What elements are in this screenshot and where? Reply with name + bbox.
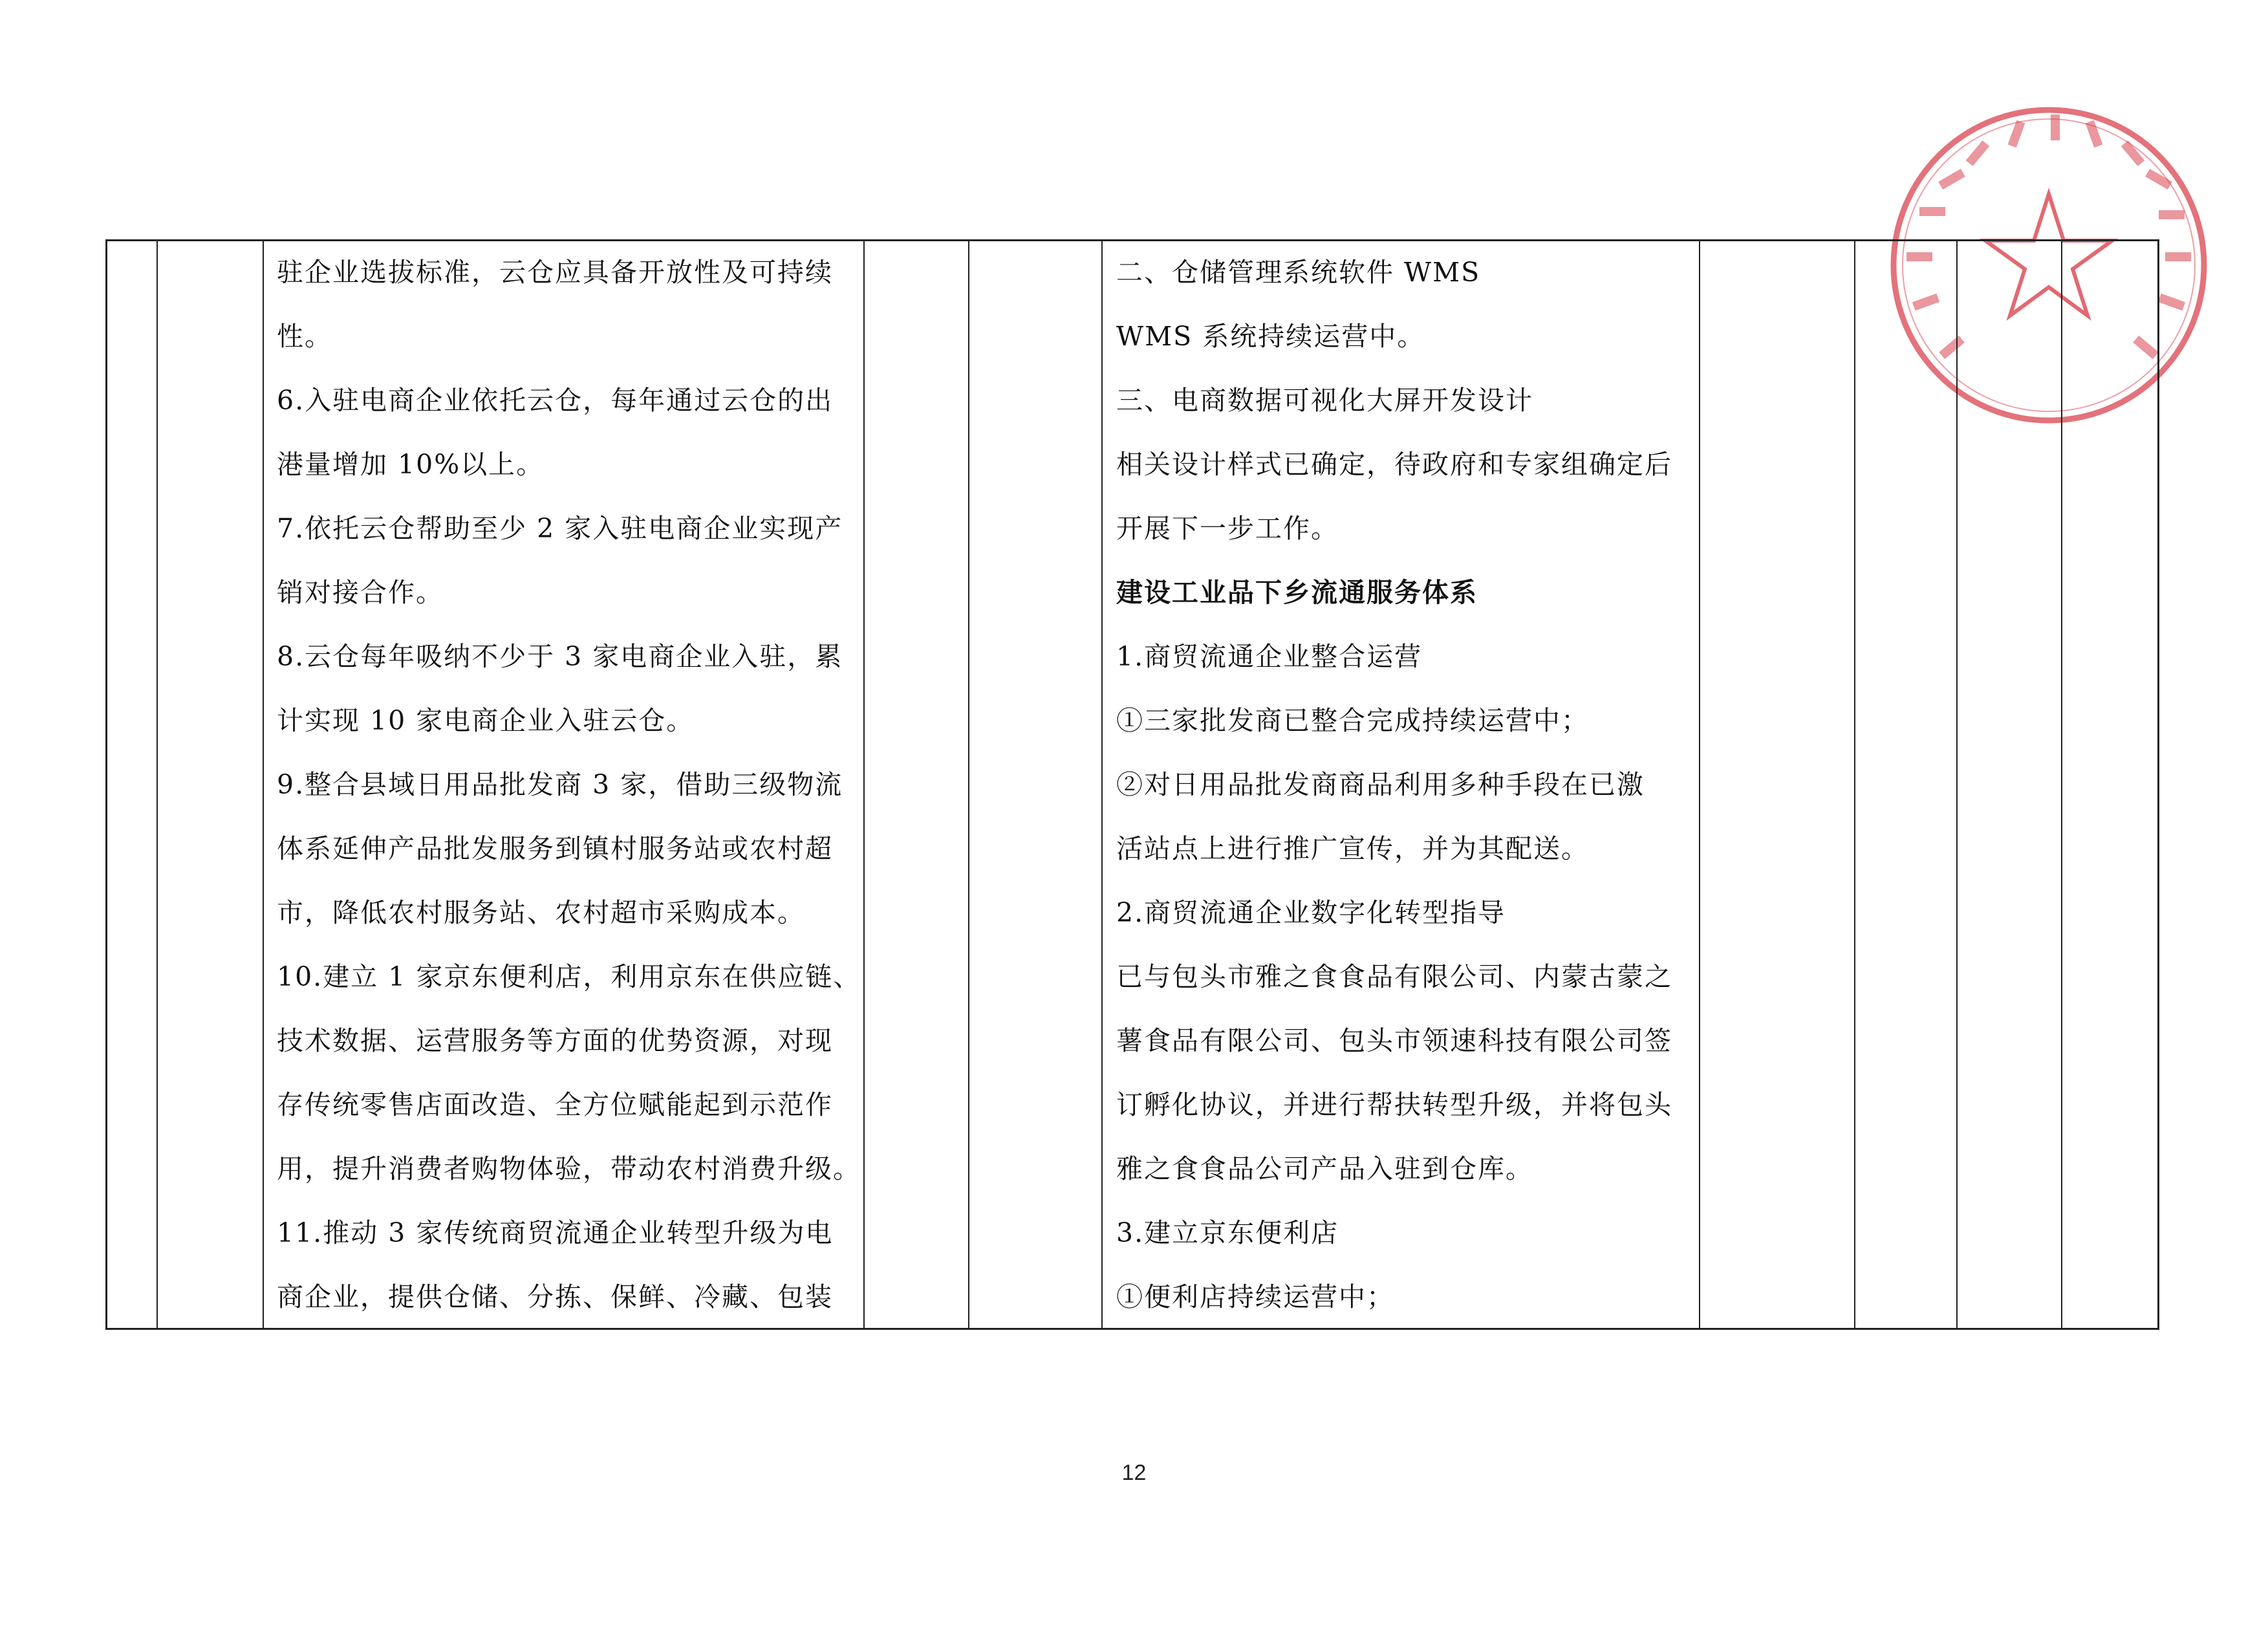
progress-line: 2.商贸流通企业数字化转型指导 — [1116, 897, 1506, 928]
column-divider — [263, 239, 264, 1330]
column-divider — [968, 239, 969, 1330]
content-line: 9.整合县域日用品批发商 3 家，借助三级物流 — [277, 769, 843, 800]
progress-line: 1.商贸流通企业整合运营 — [1116, 641, 1423, 672]
content-line: 8.云仓每年吸纳不少于 3 家电商企业入驻，累 — [277, 641, 843, 672]
content-line: 存传统零售店面改造、全方位赋能起到示范作 — [277, 1089, 833, 1120]
progress-line: 雅之食食品公司产品入驻到仓库。 — [1116, 1153, 1533, 1184]
content-line: 销对接合作。 — [277, 577, 444, 608]
progress-line: ②对日用品批发商商品利用多种手段在已激 — [1116, 769, 1645, 800]
progress-line: 三、电商数据可视化大屏开发设计 — [1116, 385, 1533, 416]
column-divider — [2061, 239, 2062, 1330]
progress-line: WMS 系统持续运营中。 — [1116, 321, 1425, 352]
content-line: 用，提升消费者购物体验，带动农村消费升级。 — [277, 1153, 861, 1184]
content-line: 11.推动 3 家传统商贸流通企业转型升级为电 — [277, 1217, 834, 1248]
content-line: 港量增加 10%以上。 — [277, 449, 545, 480]
content-line: 驻企业选拔标准，云仓应具备开放性及可持续 — [277, 257, 833, 288]
content-line: 计实现 10 家电商企业入驻云仓。 — [277, 705, 695, 736]
progress-line: 3.建立京东便利店 — [1116, 1217, 1339, 1248]
content-line: 商企业，提供仓储、分拣、保鲜、冷藏、包装 — [277, 1281, 833, 1312]
construction-content-cell — [277, 241, 859, 1329]
content-line: 市，降低农村服务站、农村超市采购成本。 — [277, 897, 805, 928]
progress-line: 已与包头市雅之食食品有限公司、内蒙古蒙之 — [1116, 961, 1672, 992]
column-divider — [1854, 239, 1855, 1330]
column-divider — [1956, 239, 1958, 1330]
content-line: 7.依托云仓帮助至少 2 家入驻电商企业实现产 — [277, 513, 843, 544]
progress-line: 开展下一步工作。 — [1116, 513, 1339, 544]
progress-line: 二、仓储管理系统软件 WMS — [1116, 257, 1481, 288]
progress-line: 薯食品有限公司、包头市领速科技有限公司签 — [1116, 1025, 1672, 1056]
column-divider — [1699, 239, 1700, 1330]
column-divider — [157, 239, 158, 1330]
content-line: 6.入驻电商企业依托云仓，每年通过云仓的出 — [277, 385, 834, 416]
progress-line: 活站点上进行推广宣传，并为其配送。 — [1116, 833, 1589, 864]
progress-line: 相关设计样式已确定，待政府和专家组确定后 — [1116, 449, 1672, 480]
column-divider — [863, 239, 865, 1330]
content-line: 性。 — [277, 321, 332, 352]
content-line: 体系延伸产品批发服务到镇村服务站或农村超 — [277, 833, 833, 864]
progress-content-cell — [1116, 241, 1698, 1329]
progress-line: 订孵化协议，并进行帮扶转型升级，并将包头 — [1116, 1089, 1672, 1120]
page-number: 12 — [1121, 1460, 1147, 1485]
progress-line: ①三家批发商已整合完成持续运营中； — [1116, 705, 1589, 736]
progress-line: ①便利店持续运营中； — [1116, 1281, 1394, 1312]
column-divider — [1101, 239, 1103, 1330]
section-heading: 建设工业品下乡流通服务体系 — [1116, 577, 1478, 608]
content-line: 10.建立 1 家京东便利店，利用京东在供应链、 — [277, 961, 861, 992]
content-line: 技术数据、运营服务等方面的优势资源，对现 — [277, 1025, 833, 1056]
